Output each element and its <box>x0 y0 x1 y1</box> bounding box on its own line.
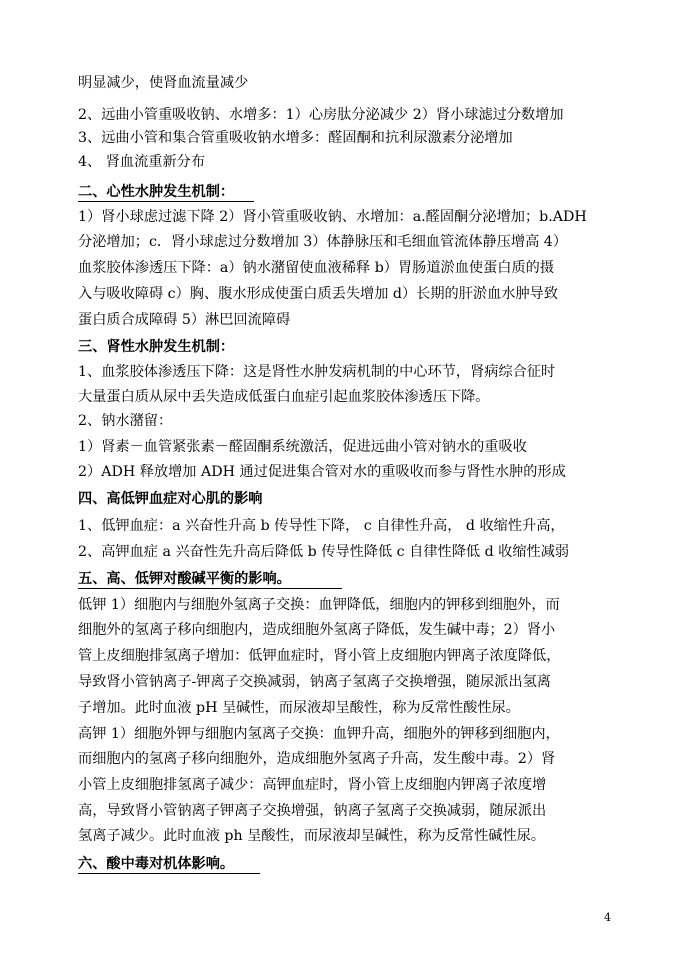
text-line: 4、 肾血流重新分布 <box>78 154 206 170</box>
text-line: 2）ADH 释放增加 ADH 通过促进集合管对水的重吸收而参与肾性水肿的形成 <box>78 464 566 480</box>
heading-underline <box>78 873 260 874</box>
heading-underline <box>78 588 342 589</box>
heading-underline <box>78 201 254 202</box>
section-heading: 六、酸中毒对机体影响。 <box>78 856 235 872</box>
text-line: 明显减少，使肾血流量减少 <box>78 75 249 91</box>
section-heading: 二、心性水肿发生机制： <box>78 184 235 200</box>
text-line: 1）肾素－血管紧张素－醛固酮系统激活，促进远曲小管对钠水的重吸收 <box>78 439 527 455</box>
text-line: 氢离子减少。此时血液 ph 呈酸性，而尿液却呈碱性，称为反常性碱性尿。 <box>78 828 546 844</box>
text-line: 而细胞内的氢离子移向细胞外，造成细胞外氢离子升高，发生酸中毒。2）肾 <box>78 751 556 767</box>
text-line: 1、血浆胶体渗透压下降：这是肾性水肿发病机制的中心环节，肾病综合征时 <box>78 364 556 380</box>
text-line: 大量蛋白质从尿中丢失造成低蛋白血症引起血浆胶体渗透压下降。 <box>78 389 490 405</box>
section-heading: 五、高、低钾对酸碱平衡的影响。 <box>78 571 291 587</box>
text-line: 蛋白质合成障碍 5）淋巴回流障碍 <box>78 312 291 328</box>
text-line: 高钾 1）细胞外钾与细胞内氢离子交换：血钾升高，细胞外的钾移到细胞内， <box>78 726 560 742</box>
text-line: 分泌增加；c．肾小球虑过分数增加 3）体静脉压和毛细血管流体静压增高 4） <box>78 234 568 250</box>
text-line: 1、低钾血症：a 兴奋性升高 b 传导性下降， c 自律性升高， d 收缩性升高， <box>78 518 565 534</box>
text-line: 细胞外的氢离子移向细胞内，造成细胞外氢离子降低，发生碱中毒；2）肾小 <box>78 622 556 638</box>
text-line: 入与吸收障碍 c）胸、腹水形成使蛋白质丢失增加 d）长期的肝淤血水肿导致 <box>78 286 559 302</box>
text-line: 管上皮细胞排氢离子增加：低钾血症时，肾小管上皮细胞内钾离子浓度降低， <box>78 648 561 664</box>
text-line: 子增加。此时血液 pH 呈碱性，而尿液却呈酸性，称为反常性酸性尿。 <box>78 700 520 716</box>
text-line: 2、远曲小管重吸收钠、水增多：1）心房肽分泌减少 2）肾小球滤过分数增加 <box>78 107 564 123</box>
section-heading: 四、高低钾血症对心肌的影响 <box>78 491 263 507</box>
text-line: 低钾 1）细胞内与细胞外氢离子交换：血钾降低，细胞内的钾移到细胞外，而 <box>78 597 560 613</box>
text-line: 2、钠水潴留： <box>78 413 173 429</box>
text-line: 导致肾小管钠离子-钾离子交换减弱，钠离子氢离子交换增强，随尿派出氢离 <box>78 674 551 690</box>
text-line: 1）肾小球虑过滤下降 2）肾小管重吸收钠、水增加：a.醛固酮分泌增加；b.ADH <box>78 209 587 225</box>
page-number: 4 <box>604 911 611 924</box>
text-line: 血浆胶体渗透压下降：a）钠水潴留使血液稀释 b）胃肠道淤血使蛋白质的摄 <box>78 260 555 276</box>
text-line: 小管上皮细胞排氢离子减少：高钾血症时，肾小管上皮细胞内钾离子浓度增 <box>78 777 547 793</box>
section-heading: 三、肾性水肿发生机制： <box>78 339 235 355</box>
text-line: 2、高钾血症 a 兴奋性先升高后降低 b 传导性降低 c 自律性降低 d 收缩性减弱 <box>78 544 570 560</box>
text-line: 高，导致肾小管钠离子钾离子交换增强，钠离子氢离子交换减弱，随尿派出 <box>78 803 547 819</box>
text-line: 3、远曲小管和集合管重吸收钠水增多：醛固酮和抗利尿激素分泌增加 <box>78 130 513 146</box>
